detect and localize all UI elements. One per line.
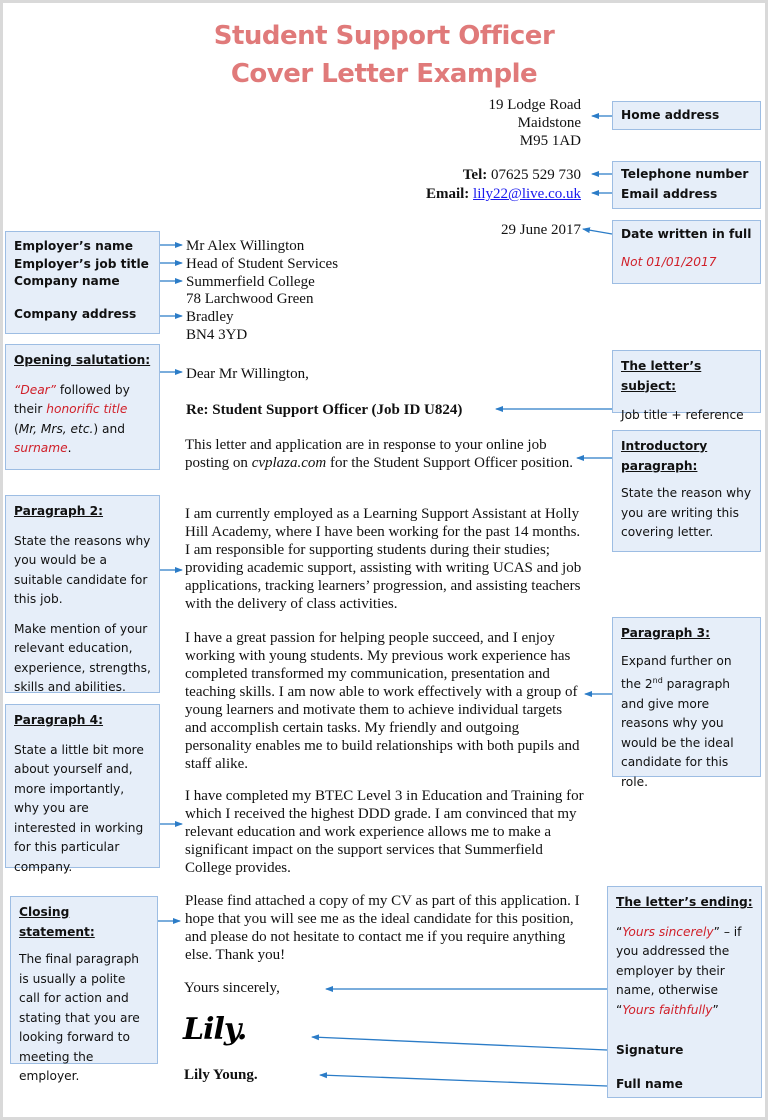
annotation-text-part: ) and [93,421,125,436]
annotation-label-signature: Signature [616,1043,684,1057]
recipient-postcode: BN4 3YD [186,326,248,343]
annotation-text-part: ( [14,421,19,436]
annotation-heading: Opening salutation: [14,353,151,367]
phrase-yours-faithfully: Yours faithfully [622,1002,713,1017]
paragraph-2: I am currently employed as a Learning Support Assistant at Holly Hill Academy, where I have been working for the past 14 months. I am responsible for supporting students during their studies; providing academic support, assisting with writing UCAS and job applications, tracking learners’ progression, and assisting teachers with the delivery of class activities. [185,506,582,612]
annotation-label: Employer’s job title [14,256,149,271]
annotation-text: Make mention of your relevant education, experience, strengths, skills and abilities. [14,621,151,694]
recipient-job-title: Head of Student Services [186,255,339,272]
annotation-home-address [612,101,761,130]
recipient-company: Summerfield College [186,273,315,290]
annotation-heading: Introductory paragraph: [621,439,708,473]
sender-address-line: M95 1AD [519,133,581,149]
annotation-employer [5,231,160,334]
intro-text: for the Student Support Officer position. [326,455,574,471]
full-name: Lily Young. [184,1067,258,1083]
annotation-ending [607,886,762,1098]
annotation-text-part: . [67,441,72,455]
annotation-label: Company address [14,306,137,321]
sender-address [380,96,581,150]
paragraph-3: I have a great passion for helping people succeed, and I enjoy working with young students. My previous work experience has completed transformed my communication, presentation and teaching skills. I am now able to work effectively with a group of young learners and motivate them to achieve individual targets and accomplish certain tasks. My friendly and outgoing personality enables me to build relationships with both pupils and staff alike. [185,630,580,772]
sign-off: Yours sincerely, [184,980,280,996]
annotation-subject [612,350,761,422]
recipient-name: Mr Alex Willington [186,238,305,254]
annotation-label: Date written in full [621,227,752,241]
annotation-closing [10,896,158,1083]
salutation: Dear Mr Willington, [186,366,309,382]
annotation-text [14,381,151,459]
annotation-text: State the reasons why you would be a suitable candidate for this job. [14,533,151,606]
superscript: nd [652,676,663,685]
annotation-heading: Paragraph 3: [621,626,711,640]
word-dear: “Dear” [14,382,56,397]
annotation-text-part: paragraph and give more reasons why you would be the ideal candidate for this role. [621,677,734,789]
annotation-heading: Paragraph 2: [14,504,104,518]
annotation-opening [5,344,160,470]
annotation-date [612,220,761,284]
recipient-address-line: 78 Larchwood Green [186,291,314,308]
annotation-paragraph-4 [5,704,160,874]
annotation-text-part: ” – if you addressed the employer by their name, otherwise [616,924,742,997]
sender-email [380,185,581,203]
site-name: cvplaza.com [251,455,327,471]
annotation-intro [612,430,761,552]
intro-paragraph [185,436,585,472]
sender-tel [380,166,581,184]
annotation-label: Email address [621,186,718,201]
phrase-honorific: honorific title [46,402,128,416]
closing-paragraph: Please find attached a copy of my CV as part of this application. I hope that you will see me as the ideal candidate for this position, and please do not hesitate to contact me if you require anything else. Thank you! [185,893,580,963]
annotation-label-full-name: Full name [616,1077,683,1091]
annotation-text [621,652,752,793]
annotation-heading: Closing statement: [19,905,95,939]
annotation-label: Employer’s name [14,239,134,253]
paragraph-4: I have completed my BTEC Level 3 in Education and Training for which I received the highest DDD grade. I am convinced that my relevant education and work experience allows me to make a significant impact on the support services that Summerfield College provides. [185,788,584,876]
annotation-label: Telephone number [621,167,749,181]
quote: ” [712,1002,719,1017]
email-label: Email: [425,186,470,202]
annotation-text-part: Expand further on the 2 [621,653,732,692]
quote: “ [616,1002,623,1017]
word-surname: surname [14,441,68,455]
quote: “ [616,924,623,939]
annotation-label: Company name [14,274,120,288]
tel-label: Tel: [462,167,488,183]
signature: Lily. [183,1012,247,1047]
annotation-text: State a little bit more about yourself and, more importantly, why you are interested in working for this particular company. [14,742,144,874]
annotation-text: The final paragraph is usually a polite call for action and stating that you are looking forward to meeting the employer. [19,952,140,1083]
annotation-heading: The letter’s subject: [621,359,702,393]
annotation-text: State the reason why you are writing this covering letter. [621,486,752,539]
phrase-yours-sincerely: Yours sincerely [622,924,714,939]
annotation-paragraph-2 [5,495,160,693]
annotation-paragraph-3 [612,617,761,789]
annotation-text: Job title + reference [621,408,744,422]
sender-address-line: 19 Lodge Road [488,97,581,113]
tel-value: 07625 529 730 [491,167,581,183]
intro-text: This letter and application are in response to your online job posting on [185,437,547,471]
annotation-contact [612,161,761,209]
email-link[interactable]: lily22@live.co.uk [473,186,581,202]
honorific-examples: Mr, Mrs, etc. [18,421,94,436]
letter-date: 29 June 2017 [501,222,581,238]
recipient-address-line: Bradley [186,309,234,326]
recipient-block [186,238,338,345]
annotation-heading: Paragraph 4: [14,713,104,727]
annotation-note: Not 01/01/2017 [621,254,717,269]
letter-subject: Re: Student Support Officer (Job ID U824) [186,402,463,418]
annotation-label: Home address [621,108,720,122]
sender-address-line: Maidstone [517,115,581,131]
annotation-heading: The letter’s ending: [616,895,753,909]
page-title-line1: Student Support Officer [213,21,555,51]
annotation-text [616,923,753,1021]
page-title-line2: Cover Letter Example [230,59,538,89]
annotation-text-part: followed by their [14,382,130,416]
